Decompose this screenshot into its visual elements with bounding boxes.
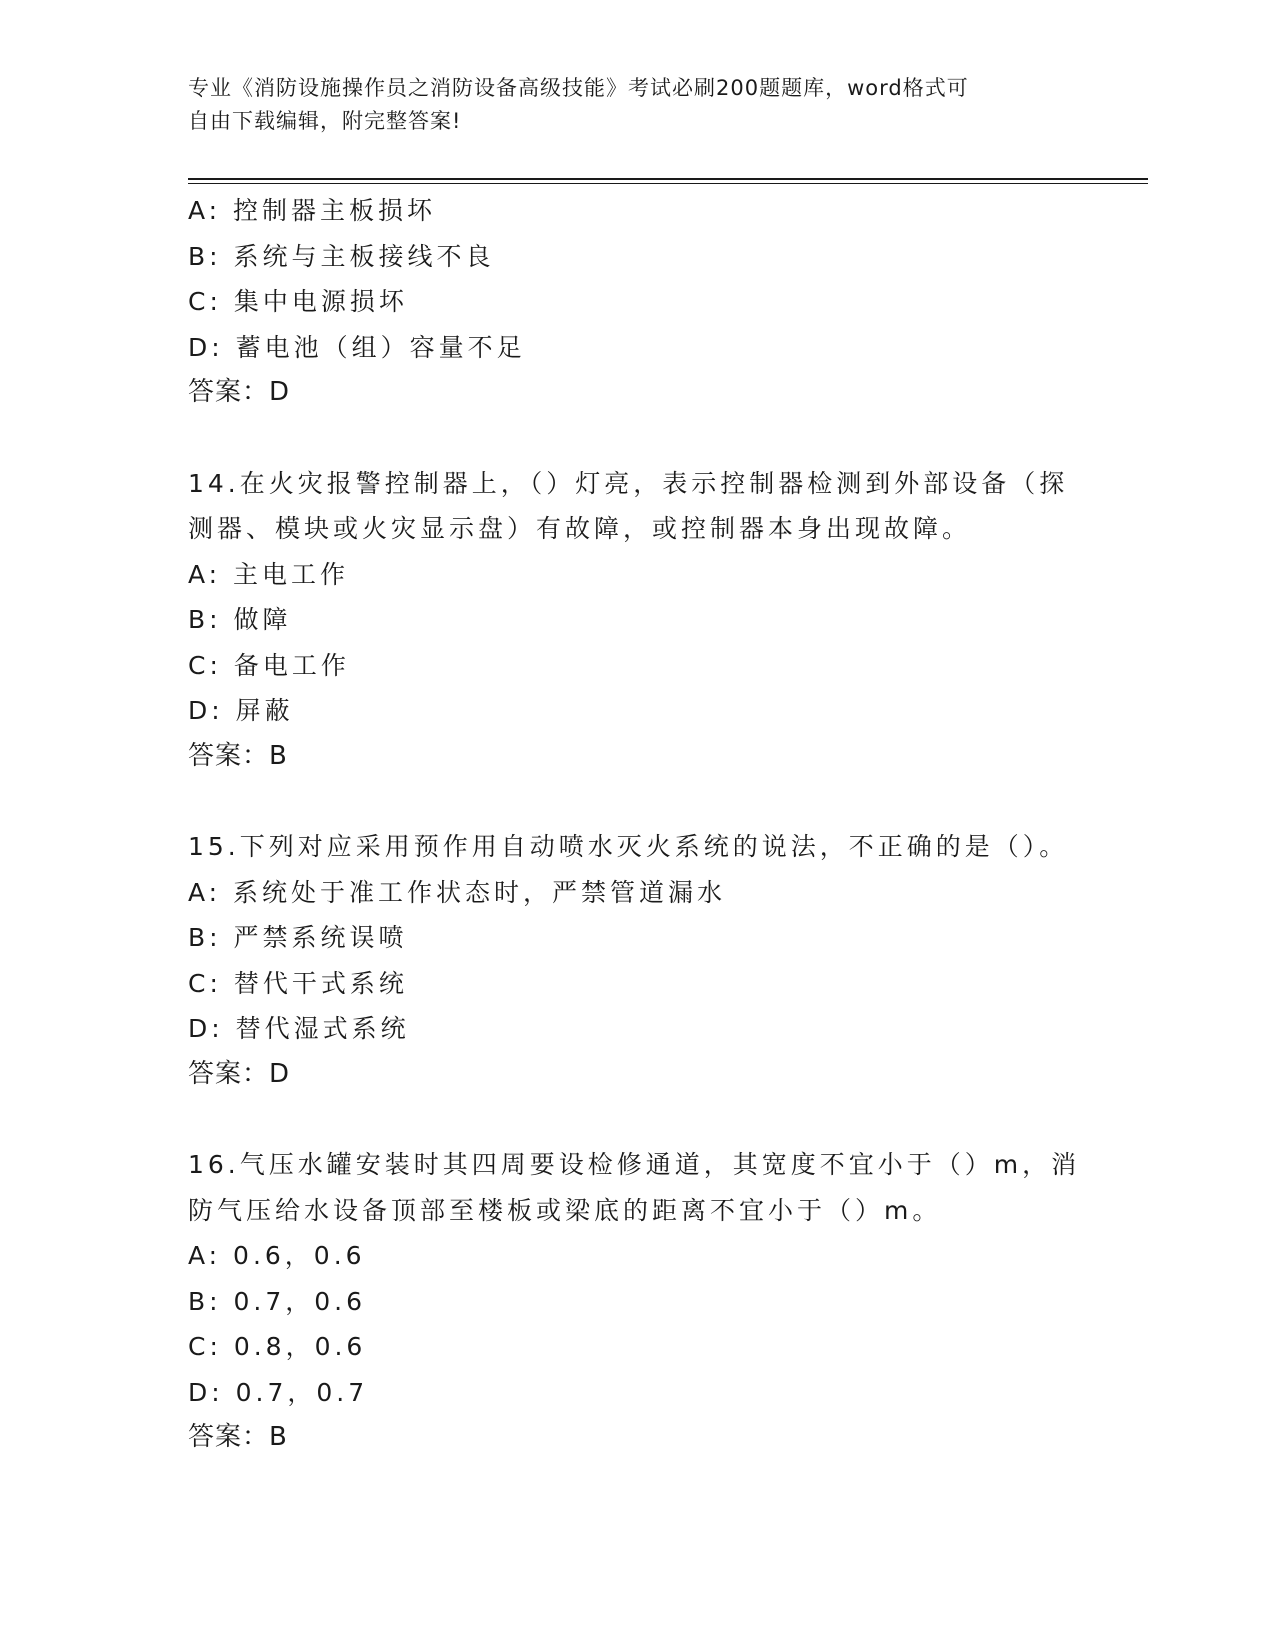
option-b: B: 系统与主板接线不良 bbox=[188, 241, 495, 271]
answer-line: 答案：D bbox=[188, 1058, 291, 1089]
option-a: A: 控制器主板损坏 bbox=[188, 196, 437, 225]
option-b: B: 0.7，0.6 bbox=[188, 1286, 367, 1316]
option-b: B: 做障 bbox=[188, 605, 292, 634]
header-divider-thin bbox=[188, 183, 1148, 184]
document-header bbox=[188, 72, 1068, 138]
option-c: C: 替代干式系统 bbox=[188, 968, 408, 998]
question-16 bbox=[188, 1142, 1088, 1461]
option-a: A: 系统处于准工作状态时，严禁管道漏水 bbox=[188, 877, 727, 907]
question-text-line-1: 14.在火灾报警控制器上，（）灯亮，表示控制器检测到外部设备（探 bbox=[188, 468, 1069, 498]
question-15 bbox=[188, 824, 1088, 1097]
answer-line: 答案：D bbox=[188, 377, 291, 407]
question-text-line-2: 防气压给水设备顶部至楼板或梁底的距离不宜小于（）m。 bbox=[188, 1195, 942, 1225]
option-b: B: 严禁系统误喷 bbox=[188, 923, 408, 952]
question-14 bbox=[188, 461, 1088, 780]
header-line-2: 自由下载编辑，附完整答案! bbox=[188, 109, 462, 133]
option-a: A: 0.6，0.6 bbox=[188, 1241, 366, 1270]
option-d: D: 屏蔽 bbox=[188, 696, 294, 725]
option-d: D: 替代湿式系统 bbox=[188, 1014, 410, 1043]
option-c: C: 集中电源损坏 bbox=[188, 287, 408, 316]
question-text-line-2: 测器、模块或火灾显示盘）有故障，或控制器本身出现故障。 bbox=[188, 514, 972, 543]
option-d: D: 蓄电池（组）容量不足 bbox=[188, 332, 526, 362]
header-line-1: 专业《消防设施操作员之消防设备高级技能》考试必刷200题题库，word格式可 bbox=[188, 76, 969, 100]
question-list bbox=[188, 188, 1088, 1461]
option-c: C: 备电工作 bbox=[188, 650, 350, 680]
question-text-line-1: 15.下列对应采用预作用自动喷水灭火系统的说法，不正确的是（）。 bbox=[188, 832, 1069, 861]
answer-line: 答案：B bbox=[188, 1422, 288, 1452]
answer-line: 答案：B bbox=[188, 740, 288, 771]
question-13-continued bbox=[188, 188, 1088, 416]
option-d: D: 0.7，0.7 bbox=[188, 1377, 369, 1407]
option-a: A: 主电工作 bbox=[188, 559, 350, 589]
header-divider-thick bbox=[188, 178, 1148, 180]
option-c: C: 0.8，0.6 bbox=[188, 1332, 367, 1361]
question-text-line-1: 16.气压水罐安装时其四周要设检修通道，其宽度不宜小于（）m，消 bbox=[188, 1150, 1081, 1179]
